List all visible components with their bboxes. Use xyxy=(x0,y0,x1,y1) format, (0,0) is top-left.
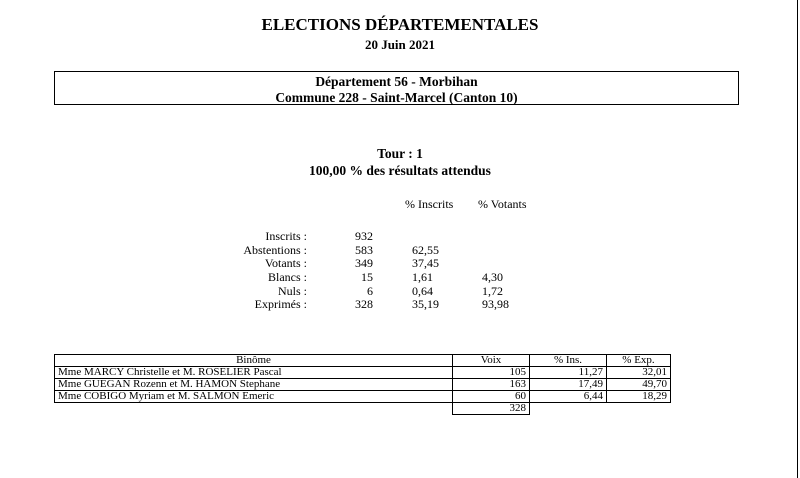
column-header-inscrits: % Inscrits xyxy=(405,197,454,211)
binome-name: Mme GUEGAN Rozenn et M. HAMON Stephane xyxy=(55,379,453,391)
tour-label: Tour : 1 xyxy=(377,146,423,161)
column-header-votants: % Votants xyxy=(478,197,527,211)
header-pct-ins: % Ins. xyxy=(530,355,607,367)
header-pct-exp: % Exp. xyxy=(607,355,671,367)
stat-pct-votants: 4,30 xyxy=(482,270,503,285)
table-total-row xyxy=(55,403,671,415)
total-spacer xyxy=(530,403,607,415)
header-voix: Voix xyxy=(453,355,530,367)
stat-label: Blancs : xyxy=(268,270,307,285)
total-spacer xyxy=(607,403,671,415)
binome-pct-exp: 49,70 xyxy=(607,379,671,391)
stat-count: 932 xyxy=(355,229,373,243)
stat-count: 583 xyxy=(355,242,373,257)
stat-row-exprimes xyxy=(0,297,800,311)
table-row xyxy=(55,391,671,403)
stat-count: 15 xyxy=(361,270,373,285)
binome-voix: 105 xyxy=(453,367,530,379)
stat-label: Nuls : xyxy=(277,283,307,298)
binome-pct-exp: 18,29 xyxy=(607,391,671,403)
stat-pct-inscrits: 1,61 xyxy=(412,270,433,285)
election-date: 20 Juin 2021 xyxy=(364,37,436,52)
stat-row-votants xyxy=(0,256,800,270)
stat-pct-inscrits: 62,55 xyxy=(412,242,439,257)
departement-label: Département 56 - Morbihan xyxy=(315,74,478,89)
stat-pct-votants: 93,98 xyxy=(482,297,509,312)
commune-label: Commune 228 - Saint-Marcel (Canton 10) xyxy=(275,90,518,105)
binome-pct-ins: 6,44 xyxy=(530,391,607,403)
results-table xyxy=(54,354,671,415)
binome-voix: 60 xyxy=(453,391,530,403)
stat-count: 328 xyxy=(355,297,373,312)
stat-count: 6 xyxy=(367,283,373,298)
stat-row-nuls xyxy=(0,284,800,298)
binome-name: Mme COBIGO Myriam et M. SALMON Emeric xyxy=(55,391,453,403)
stat-pct-inscrits: 35,19 xyxy=(412,297,439,312)
results-progress: 100,00 % des résultats attendus xyxy=(309,163,491,178)
stat-pct-inscrits: 0,64 xyxy=(412,283,433,298)
stat-pct-votants: 1,72 xyxy=(482,283,503,298)
stat-label: Exprimés : xyxy=(254,297,307,312)
table-header-row xyxy=(55,355,671,367)
table-row xyxy=(55,367,671,379)
binome-voix: 163 xyxy=(453,379,530,391)
total-spacer xyxy=(55,403,453,415)
binome-name: Mme MARCY Christelle et M. ROSELIER Pascal xyxy=(55,367,453,379)
table-row xyxy=(55,379,671,391)
stat-count: 349 xyxy=(355,256,373,271)
stat-row-inscrits xyxy=(0,229,800,243)
binome-pct-ins: 17,49 xyxy=(530,379,607,391)
stats-block xyxy=(0,229,800,311)
page-title: ELECTIONS DÉPARTEMENTALES xyxy=(261,15,539,34)
stat-pct-inscrits: 37,45 xyxy=(412,256,439,271)
stat-label: Abstentions : xyxy=(243,242,307,257)
binome-pct-exp: 32,01 xyxy=(607,367,671,379)
stat-label: Inscrits : xyxy=(265,229,307,243)
total-voix: 328 xyxy=(453,403,530,415)
stat-row-blancs xyxy=(0,270,800,284)
stat-row-abstentions xyxy=(0,243,800,257)
stat-label: Votants : xyxy=(264,256,307,271)
location-box xyxy=(54,71,739,105)
header-binome: Binôme xyxy=(55,355,453,367)
binome-pct-ins: 11,27 xyxy=(530,367,607,379)
